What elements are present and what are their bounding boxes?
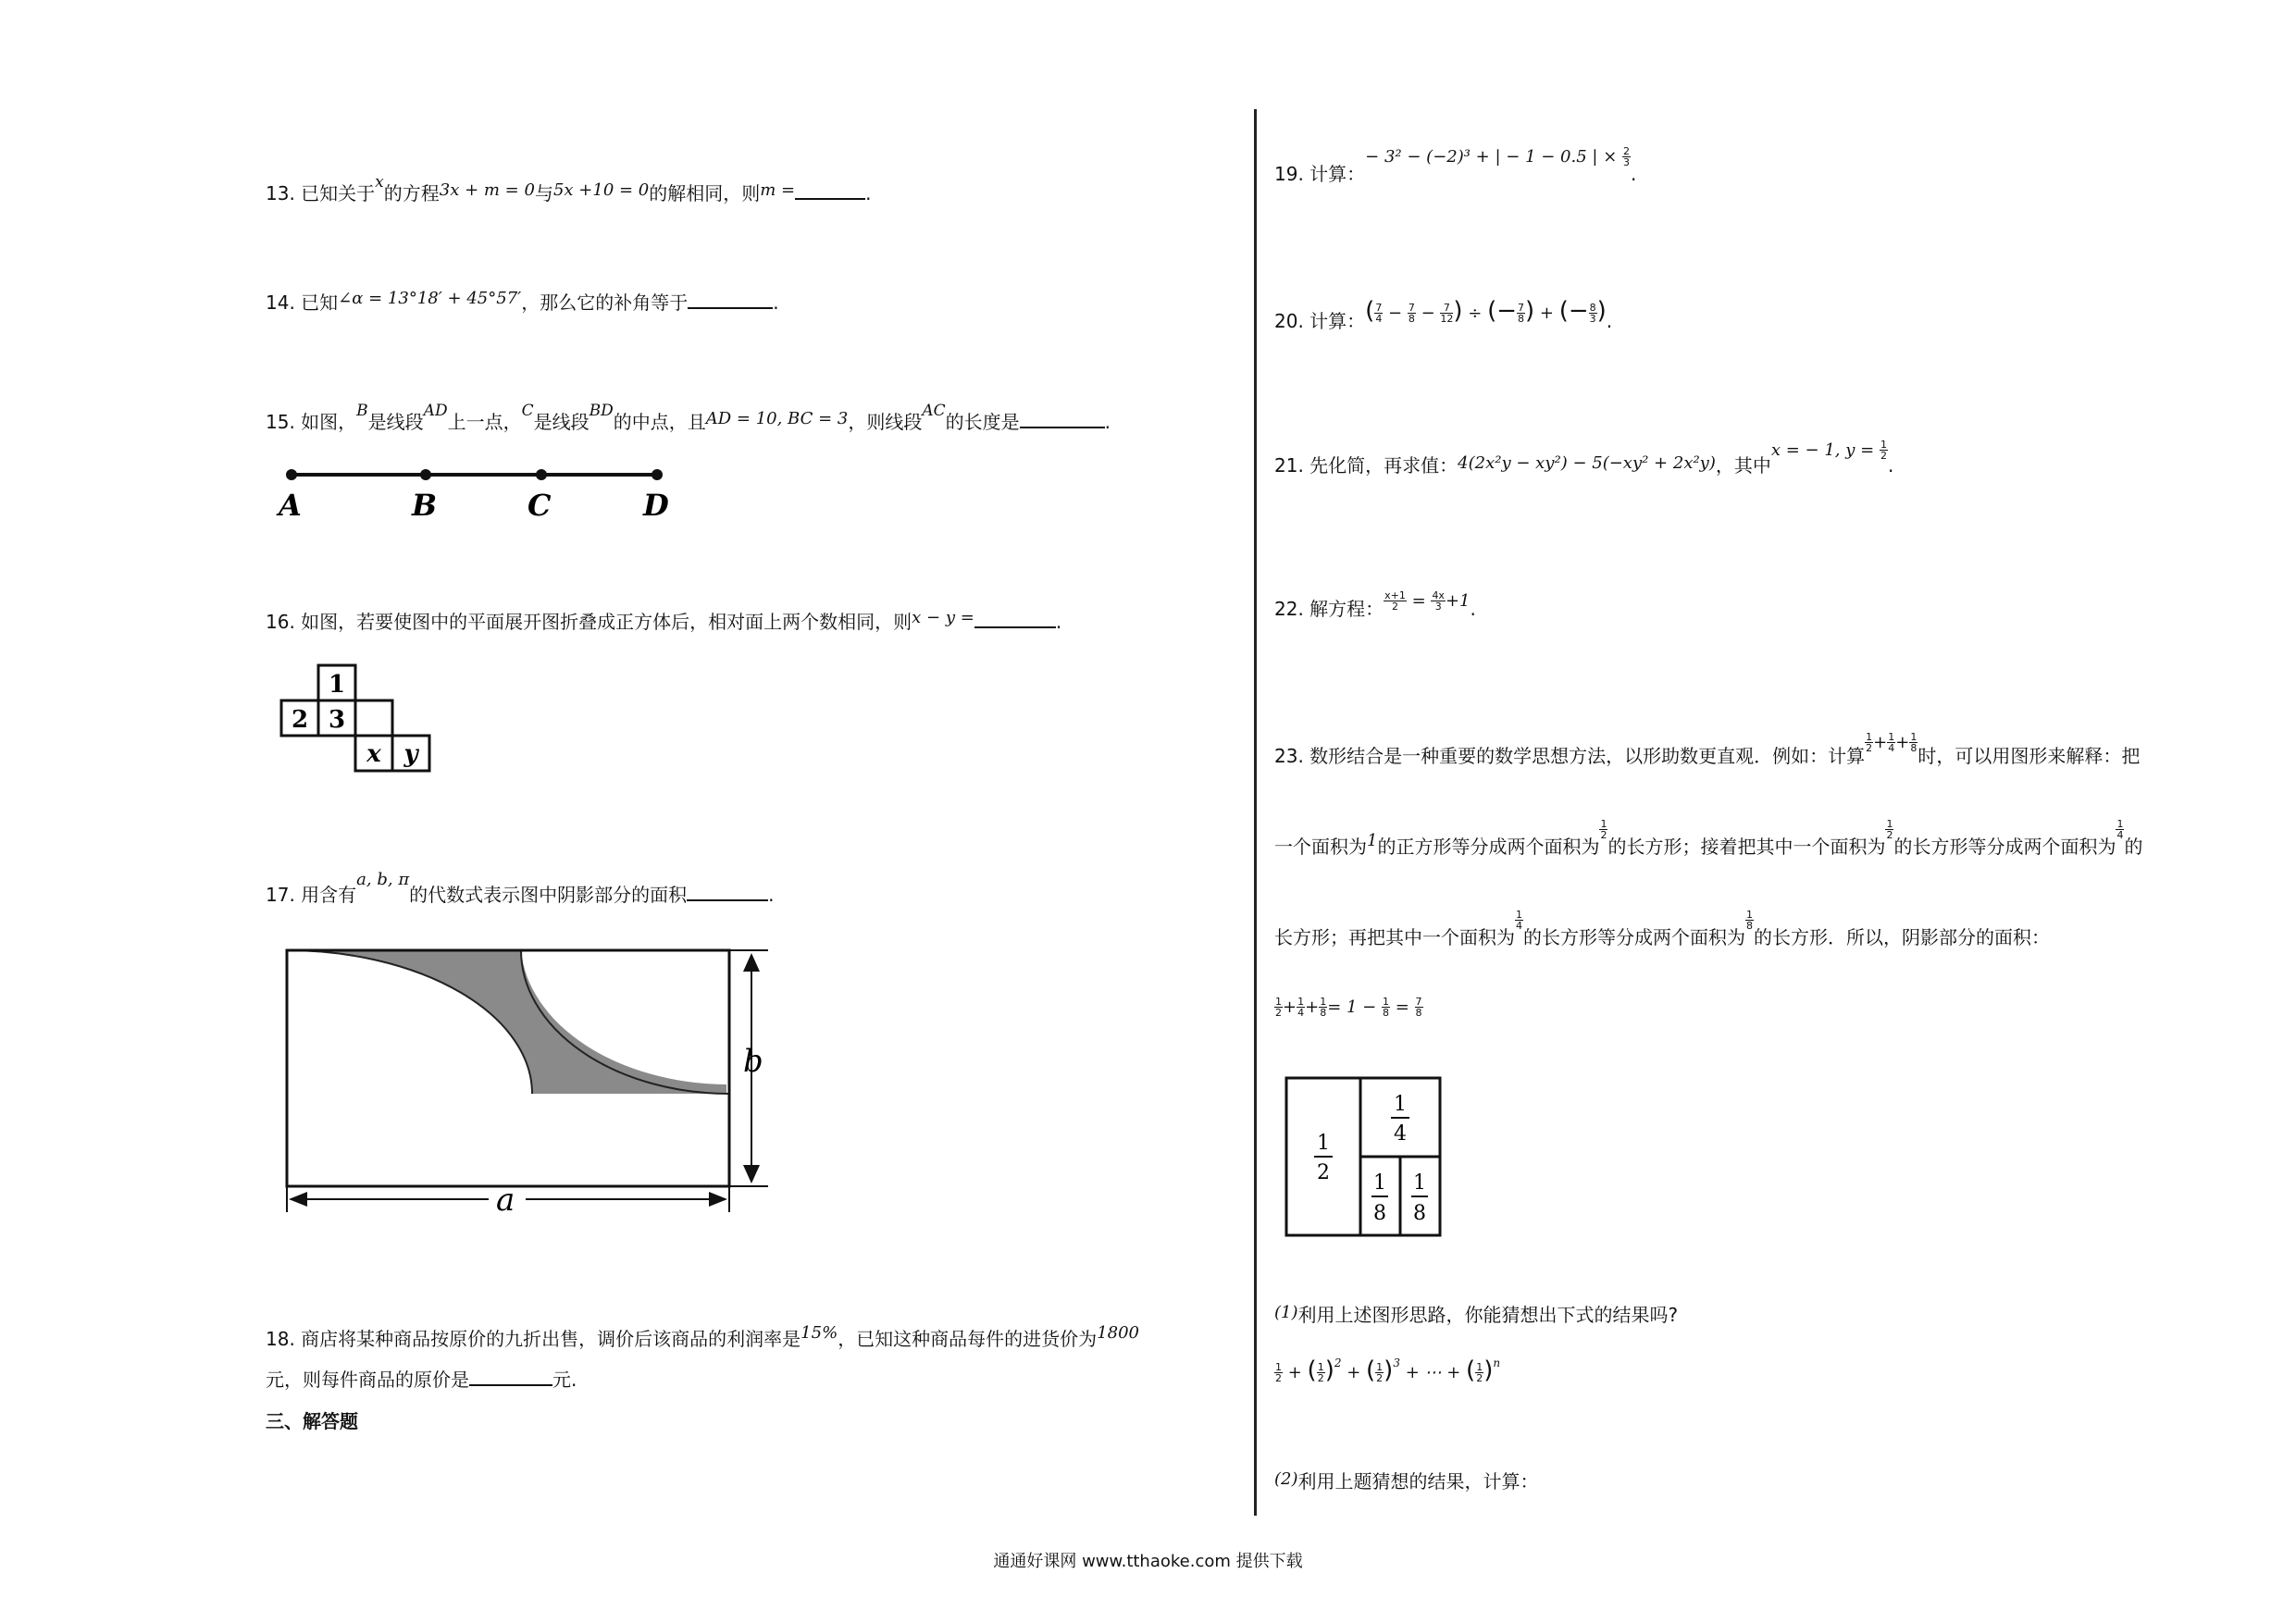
label-c: C (527, 488, 552, 523)
question-23-sum: $\frac{1}{2}$ + $\frac{1}{4}$ + $\frac{1}{8}$ = 1 − $\frac{1}{8}$ = $\frac{7}{8}$ (1275, 996, 1422, 1019)
label-a: A (279, 488, 302, 523)
quarter-den: 4 (1394, 1122, 1407, 1146)
question-number: 13. (266, 182, 295, 204)
question-19: 19. 计算：− 3² − (−2)³ + | − 1 − 0.5 | × $\frac{2}{3}$ . (1274, 145, 1637, 185)
question-15: 15. 如图，$^B$是线段$^{AD}$上一点，$^C$是线段$^{BD}$的中点，且AD = 10, BC = 3，则线段$^{AC}$的长度是 . (266, 402, 1111, 433)
question-23-part2: (2)利用上题猜想的结果，计算： (1274, 1469, 1539, 1493)
section-heading: 三、解答题 (266, 1410, 358, 1432)
question-23-line2: 一个面积为1的正方形等分成两个面积为 $\frac{1}{2}$ 的长方形；接着把其中一个面积为 $\frac{1}{2}$ 的长方形等分成两个面积为 $\frac{1}{4}$ 的 (1274, 818, 2143, 858)
eighth1-den: 8 (1373, 1202, 1386, 1225)
cell-1: 1 (328, 671, 346, 699)
cell-3: 3 (328, 706, 346, 734)
question-17: 17. 用含有a, b, π的代数式表示图中阴影部分的面积 . (266, 870, 775, 906)
eighth1-num: 1 (1373, 1171, 1386, 1195)
question-20: 20. 计算：( $\frac{7}{4}$ − $\frac{7}{8}$ − $\frac{7}{12}$ ) ÷ (− $\frac{7}{8}$ ) + (− $\frac{8}{3}$ ). (1274, 297, 1613, 332)
half-num: 1 (1317, 1132, 1330, 1155)
eighth2-den: 8 (1413, 1202, 1426, 1225)
line-segment-figure (273, 458, 680, 527)
point-a (286, 469, 297, 480)
question-18-line2: 元，则每件商品的原价是 元. (266, 1369, 577, 1391)
label-b: b (743, 1043, 763, 1080)
question-23-line3: 长方形；再把其中一个面积为 $\frac{1}{4}$ 的长方形等分成两个面积为 $\frac{1}{8}$ 的长方形．所以，阴影部分的面积： (1274, 909, 2050, 948)
cell-x: x (366, 740, 381, 768)
question-18: 18. 商店将某种商品按原价的九折出售，调价后该商品的利润率是15%，已知这种商品每件的进货价为1800 (266, 1323, 1139, 1350)
answer-blank (1020, 410, 1105, 428)
shaded-area-figure (278, 936, 796, 1223)
cell-y: y (403, 740, 418, 768)
answer-blank (687, 883, 768, 901)
question-13: 13. 已知关于$^x$的方程3x + m = 0与5x +10 = 0的解相同，则m = . (266, 173, 872, 204)
point-b (420, 469, 431, 480)
label-b: B (412, 488, 438, 523)
unit-square-figure (1282, 1073, 1448, 1245)
answer-blank (795, 181, 865, 200)
point-d (652, 469, 663, 480)
shaded-region (287, 950, 726, 1094)
half-den: 2 (1317, 1161, 1330, 1184)
cell-2: 2 (291, 706, 309, 734)
label-a: a (496, 1182, 515, 1219)
question-16: 16. 如图，若要使图中的平面展开图折叠成正方体后，相对面上两个数相同，则x − y = . (266, 608, 1062, 633)
question-14: 14. 已知∠α = 13°18′ + 45°57′，那么它的补角等于 . (266, 289, 779, 314)
quarter-num: 1 (1394, 1093, 1407, 1116)
point-c (536, 469, 547, 480)
page-footer: 通通好课网 www.tthaoke.com 提供下载 (993, 1552, 1303, 1571)
answer-blank (974, 610, 1056, 628)
question-21: 21. 先化简，再求值：4(2x²y − xy²) − 5(−xy² + 2x²y)，其中x = − 1, y = $\frac{1}{2}$ . (1274, 439, 1894, 477)
answer-blank (688, 291, 773, 309)
question-23-line1: 23. 数形结合是一种重要的数学思想方法，以形助数更直观．例如：计算 $\frac{1}{2}$ + $\frac{1}{4}$ + $\frac{1}{8}$ 时，可以用图形来解释：把 (1274, 731, 2141, 767)
answer-blank (469, 1368, 552, 1386)
question-22: 22. 解方程： $\frac{x+1}{2}$ = $\frac{4x}{3}$ +1. (1274, 589, 1476, 620)
question-23-part1: (1)利用上述图形思路，你能猜想出下式的结果吗? (1274, 1303, 1679, 1326)
label-d: D (643, 488, 669, 523)
eighth2-num: 1 (1413, 1171, 1426, 1195)
cube-net-figure (278, 662, 435, 782)
question-23-series: $\frac{1}{2}$ + ( $\frac{1}{2}$ )$^2$ + ( $\frac{1}{2}$ )$^3$ + ⋯ + ( $\frac{1}{2}$ )$^n$ (1275, 1357, 1501, 1384)
column-divider (1254, 109, 1257, 1516)
